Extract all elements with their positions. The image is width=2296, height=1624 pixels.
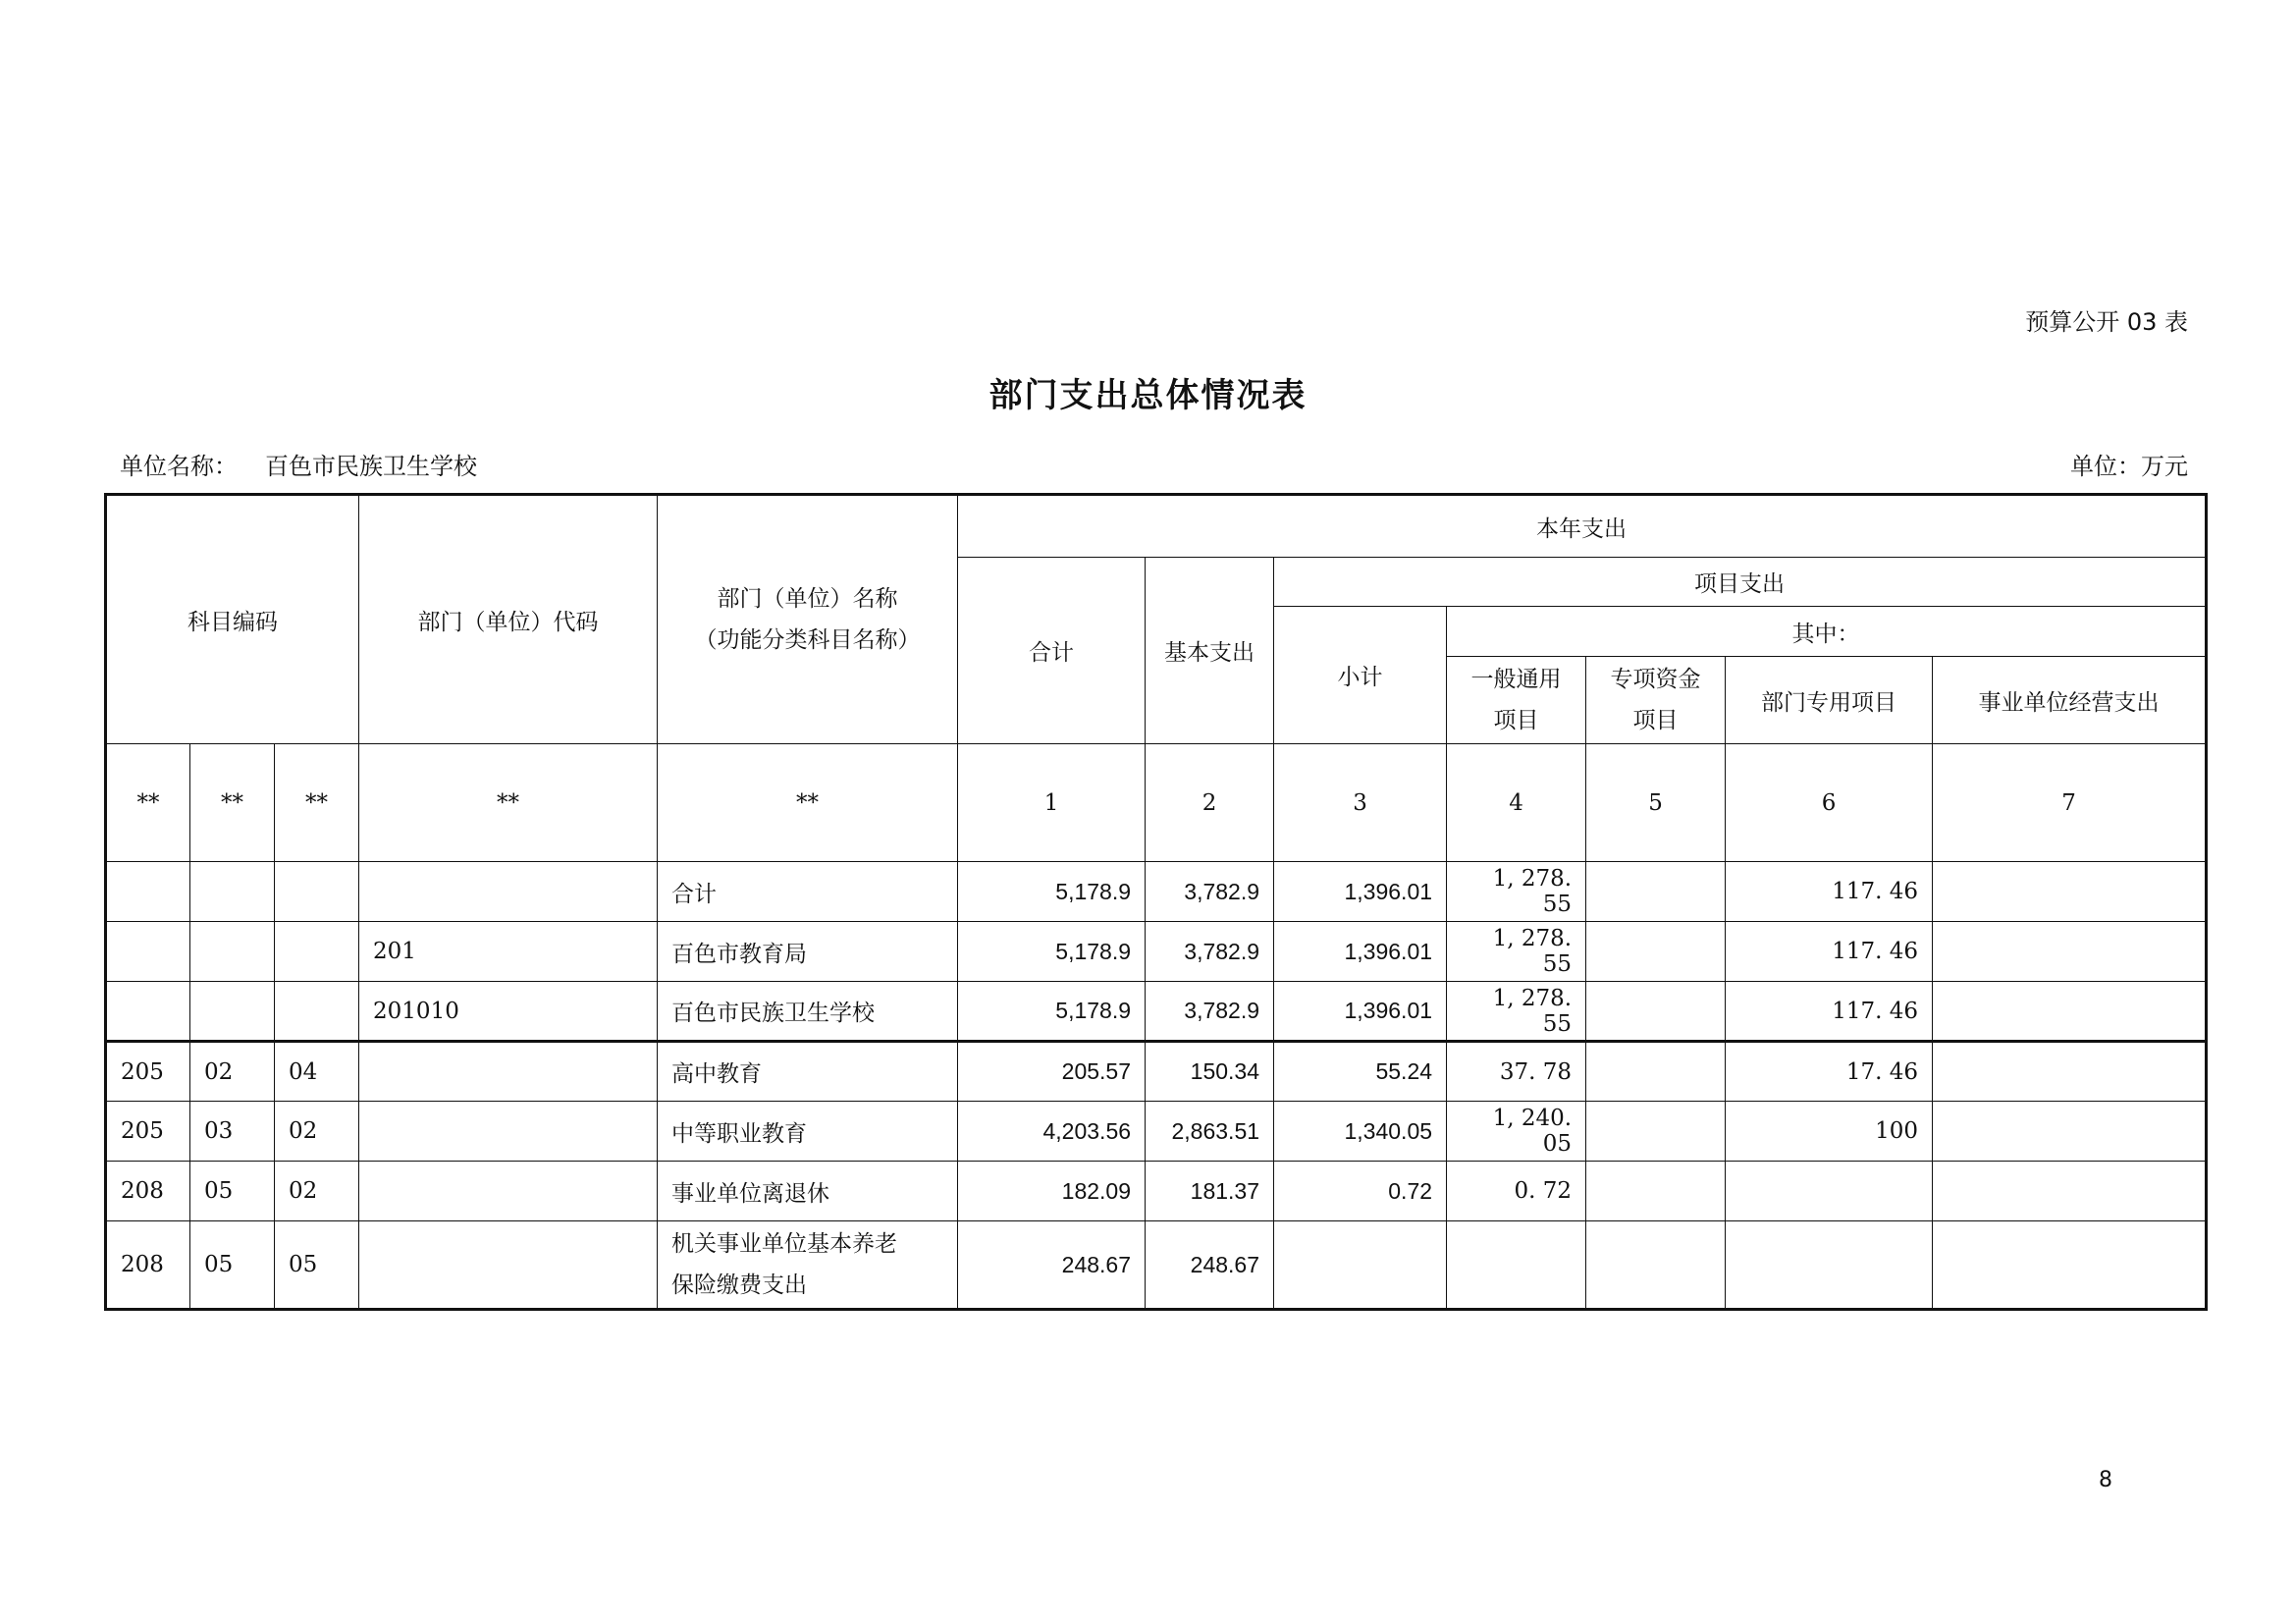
- operation-cell: [1933, 862, 2207, 922]
- header-dept-code: 部门（单位）代码: [359, 495, 658, 744]
- dept-name-cell: 中等职业教育: [658, 1102, 958, 1162]
- total-cell: 205.57: [958, 1042, 1146, 1102]
- index-cell: 5: [1586, 744, 1726, 862]
- dept-name-line1: 机关事业单位基本养老: [671, 1231, 898, 1257]
- general-cell: 37. 78: [1447, 1042, 1586, 1102]
- general-cell: 1, 240. 05: [1447, 1102, 1586, 1162]
- dept-special-cell: 100: [1726, 1102, 1933, 1162]
- subject-code-class: [106, 862, 190, 922]
- basic-cell: 3,782.9: [1146, 862, 1274, 922]
- subtotal-cell: 0.72: [1274, 1162, 1447, 1221]
- dept-code-cell: [359, 1042, 658, 1102]
- dept-name-cell: 合计: [658, 862, 958, 922]
- header-special: [1586, 657, 1726, 744]
- total-cell: 5,178.9: [958, 922, 1146, 982]
- subject-code-item: [275, 922, 359, 982]
- dept-name-line2: 保险缴费支出: [671, 1272, 808, 1298]
- index-cell: **: [190, 744, 275, 862]
- unit-name-value: 百色市民族卫生学校: [265, 453, 477, 480]
- dept-code-cell: [359, 1162, 658, 1221]
- header-dept-name: [658, 495, 958, 744]
- index-row: [106, 744, 2207, 862]
- page-number: 8: [2099, 1468, 2112, 1492]
- header-operation: 事业单位经营支出: [1933, 657, 2207, 744]
- header-subject-code: 科目编码: [106, 495, 359, 744]
- header-general-line1: 一般通用: [1470, 667, 1562, 692]
- header-special-line2: 项目: [1632, 708, 1679, 733]
- subject-code-class: 205: [106, 1042, 190, 1102]
- header-basic: 基本支出: [1146, 558, 1274, 744]
- dept-name-cell: 百色市教育局: [658, 922, 958, 982]
- index-cell: 4: [1447, 744, 1586, 862]
- header-this-year: 本年支出: [958, 495, 2207, 558]
- dept-code-cell: [359, 862, 658, 922]
- table-row: [106, 1221, 2207, 1310]
- subtotal-cell: 55.24: [1274, 1042, 1447, 1102]
- table-row: [106, 982, 2207, 1042]
- header-among: 其中：: [1447, 607, 2207, 657]
- unit-name-label: 单位名称：: [120, 453, 238, 480]
- subject-code-item: 04: [275, 1042, 359, 1102]
- dept-code-cell: [359, 1102, 658, 1162]
- total-cell: 4,203.56: [958, 1102, 1146, 1162]
- header-project: 项目支出: [1274, 558, 2207, 607]
- special-cell: [1586, 1221, 1726, 1310]
- subject-code-type: 05: [190, 1162, 275, 1221]
- basic-cell: 3,782.9: [1146, 922, 1274, 982]
- subject-code-item: [275, 862, 359, 922]
- operation-cell: [1933, 1162, 2207, 1221]
- basic-cell: 150.34: [1146, 1042, 1274, 1102]
- header-general: [1447, 657, 1586, 744]
- total-cell: 182.09: [958, 1162, 1146, 1221]
- subtotal-cell: 1,396.01: [1274, 982, 1447, 1042]
- basic-cell: 2,863.51: [1146, 1102, 1274, 1162]
- index-cell: **: [658, 744, 958, 862]
- table-row: [106, 1102, 2207, 1162]
- dept-code-cell: 201: [359, 922, 658, 982]
- general-cell: 1, 278. 55: [1447, 982, 1586, 1042]
- special-cell: [1586, 1042, 1726, 1102]
- index-cell: 6: [1726, 744, 1933, 862]
- special-cell: [1586, 862, 1726, 922]
- dept-name-cell: 高中教育: [658, 1042, 958, 1102]
- index-cell: 7: [1933, 744, 2207, 862]
- basic-cell: 3,782.9: [1146, 982, 1274, 1042]
- subject-code-type: 03: [190, 1102, 275, 1162]
- page-title: 部门支出总体情况表: [988, 376, 1308, 415]
- subject-code-class: 205: [106, 1102, 190, 1162]
- dept-special-cell: [1726, 1162, 1933, 1221]
- header-dept-special: 部门专用项目: [1726, 657, 1933, 744]
- total-cell: 5,178.9: [958, 862, 1146, 922]
- subject-code-item: [275, 982, 359, 1042]
- special-cell: [1586, 1102, 1726, 1162]
- subtotal-cell: 1,396.01: [1274, 922, 1447, 982]
- subject-code-item: 02: [275, 1162, 359, 1221]
- subject-code-class: 208: [106, 1221, 190, 1310]
- currency-unit: 单位：万元: [2070, 453, 2188, 480]
- index-cell: 2: [1146, 744, 1274, 862]
- expenditure-table: [104, 493, 2208, 1311]
- general-cell: 1, 278. 55: [1447, 862, 1586, 922]
- operation-cell: [1933, 982, 2207, 1042]
- subject-code-class: [106, 982, 190, 1042]
- table-row: [106, 862, 2207, 922]
- header-dept-name-line2: （功能分类科目名称）: [694, 627, 921, 653]
- subject-code-type: [190, 982, 275, 1042]
- subject-code-type: 02: [190, 1042, 275, 1102]
- header-dept-name-line1: 部门（单位）名称: [717, 586, 898, 612]
- general-cell: 0. 72: [1447, 1162, 1586, 1221]
- index-cell: **: [359, 744, 658, 862]
- header-subtotal: 小计: [1274, 607, 1447, 744]
- dept-special-cell: 117. 46: [1726, 922, 1933, 982]
- subtotal-cell: [1274, 1221, 1447, 1310]
- index-cell: **: [275, 744, 359, 862]
- basic-cell: 248.67: [1146, 1221, 1274, 1310]
- index-cell: **: [106, 744, 190, 862]
- total-cell: 248.67: [958, 1221, 1146, 1310]
- dept-name-cell: 事业单位离退休: [658, 1162, 958, 1221]
- dept-special-cell: 117. 46: [1726, 982, 1933, 1042]
- special-cell: [1586, 922, 1726, 982]
- form-number: 预算公开 03 表: [2025, 308, 2188, 336]
- subject-code-class: [106, 922, 190, 982]
- dept-name-cell: [658, 1221, 958, 1310]
- unit-name: [120, 447, 477, 481]
- table-row: [106, 1162, 2207, 1221]
- subject-code-class: 208: [106, 1162, 190, 1221]
- header-special-line1: 专项资金: [1610, 667, 1701, 692]
- header-general-line2: 项目: [1493, 708, 1539, 733]
- dept-special-cell: [1726, 1221, 1933, 1310]
- operation-cell: [1933, 922, 2207, 982]
- operation-cell: [1933, 1042, 2207, 1102]
- subject-code-item: 05: [275, 1221, 359, 1310]
- general-cell: 1, 278. 55: [1447, 922, 1586, 982]
- special-cell: [1586, 982, 1726, 1042]
- special-cell: [1586, 1162, 1726, 1221]
- dept-code-cell: 201010: [359, 982, 658, 1042]
- header-total: 合计: [958, 558, 1146, 744]
- dept-special-cell: 117. 46: [1726, 862, 1933, 922]
- subject-code-type: 05: [190, 1221, 275, 1310]
- dept-name-cell: 百色市民族卫生学校: [658, 982, 958, 1042]
- dept-code-cell: [359, 1221, 658, 1310]
- table-row: [106, 922, 2207, 982]
- basic-cell: 181.37: [1146, 1162, 1274, 1221]
- operation-cell: [1933, 1221, 2207, 1310]
- index-cell: 1: [958, 744, 1146, 862]
- subject-code-item: 02: [275, 1102, 359, 1162]
- table-row: [106, 1042, 2207, 1102]
- subtotal-cell: 1,396.01: [1274, 862, 1447, 922]
- subject-code-type: [190, 922, 275, 982]
- dept-special-cell: 17. 46: [1726, 1042, 1933, 1102]
- subject-code-type: [190, 862, 275, 922]
- index-cell: 3: [1274, 744, 1447, 862]
- subtotal-cell: 1,340.05: [1274, 1102, 1447, 1162]
- total-cell: 5,178.9: [958, 982, 1146, 1042]
- operation-cell: [1933, 1102, 2207, 1162]
- general-cell: [1447, 1221, 1586, 1310]
